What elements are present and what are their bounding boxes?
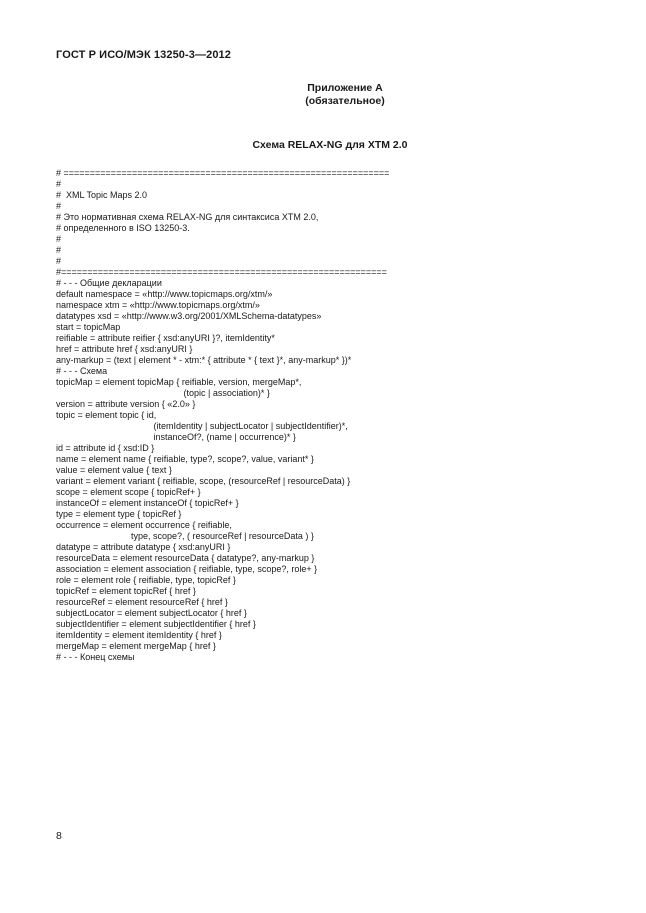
code-line: # (56, 179, 62, 189)
code-line: id = attribute id { xsd:ID } (56, 443, 155, 453)
code-line: topicMap = element topicMap { reifiable, version, mergeMap*, (56, 377, 302, 387)
code-line: resourceRef = element resourceRef { href } (56, 597, 228, 607)
code-line: reifiable = attribute reifier { xsd:anyURI }?, itemIdentity* (56, 333, 275, 343)
code-line: # (56, 256, 62, 266)
code-line: # Это нормативная схема RELAX-NG для синтаксиса XTM 2.0, (56, 212, 319, 222)
code-line: variant = element variant { reifiable, scope, (resourceRef | resourceData) } (56, 476, 351, 486)
appendix-heading (220, 82, 470, 108)
code-line: scope = element scope { topicRef+ } (56, 487, 201, 497)
code-line: instanceOf?, (name | occurrence)* } (56, 432, 296, 442)
code-line: type = element type { topicRef } (56, 509, 182, 519)
code-line: subjectIdentifier = element subjectIdentifier { href } (56, 619, 256, 629)
code-line: datatypes xsd = «http://www.w3.org/2001/XMLSchema-datatypes» (56, 311, 322, 321)
code-line: topic = element topic { id, (56, 410, 157, 420)
code-line: href = attribute href { xsd:anyURI } (56, 344, 193, 354)
code-line: # (56, 234, 62, 244)
appendix-status: (обязательное) (305, 95, 385, 107)
code-line: type, scope?, ( resourceRef | resourceData ) } (56, 531, 314, 541)
section-title: Схема RELAX-NG для XTM 2.0 (252, 139, 408, 151)
code-line: (topic | association)* } (56, 388, 270, 398)
code-line: # - - - Конец схемы (56, 652, 135, 662)
code-line: # XML Topic Maps 2.0 (56, 190, 148, 200)
code-line: association = element association { reifiable, type, scope?, role+ } (56, 564, 318, 574)
page-number: 8 (56, 830, 62, 842)
code-line: version = attribute version { «2.0» } (56, 399, 196, 409)
code-line: # определенного в ISO 13250-3. (56, 223, 190, 233)
code-line: # - - - Схема (56, 366, 108, 376)
code-line: default namespace = «http://www.topicmaps.org/xtm/» (56, 289, 273, 299)
code-line: namespace xtm = «http://www.topicmaps.org/xtm/» (56, 300, 260, 310)
appendix-label: Приложение А (307, 82, 383, 94)
code-line: role = element role { reifiable, type, topicRef } (56, 575, 236, 585)
code-line: name = element name { reifiable, type?, scope?, value, variant* } (56, 454, 314, 464)
code-line: resourceData = element resourceData { datatype?, any-markup } (56, 553, 315, 563)
code-line: any-markup = (text | element * - xtm:* { attribute * { text }*, any-markup* })* (56, 355, 352, 365)
schema-code-block (56, 168, 389, 663)
code-line: mergeMap = element mergeMap { href } (56, 641, 216, 651)
code-line: # - - - Общие декларации (56, 278, 162, 288)
code-line: value = element value { text } (56, 465, 172, 475)
code-line: # ============================================================== (56, 168, 390, 178)
code-line: start = topicMap (56, 322, 121, 332)
document-header: ГОСТ Р ИСО/МЭК 13250-3—2012 (56, 49, 231, 61)
code-line: occurrence = element occurrence { reifiable, (56, 520, 232, 530)
code-line: (itemIdentity | subjectLocator | subjectIdentifier)*, (56, 421, 348, 431)
code-line: itemIdentity = element itemIdentity { href } (56, 630, 222, 640)
code-line: instanceOf = element instanceOf { topicRef+ } (56, 498, 239, 508)
code-line: datatype = attribute datatype { xsd:anyURI } (56, 542, 231, 552)
code-line: subjectLocator = element subjectLocator { href } (56, 608, 247, 618)
code-line: topicRef = element topicRef { href } (56, 586, 196, 596)
code-line: # (56, 245, 62, 255)
code-line: # (56, 201, 62, 211)
code-line: #============================================================== (56, 267, 387, 277)
